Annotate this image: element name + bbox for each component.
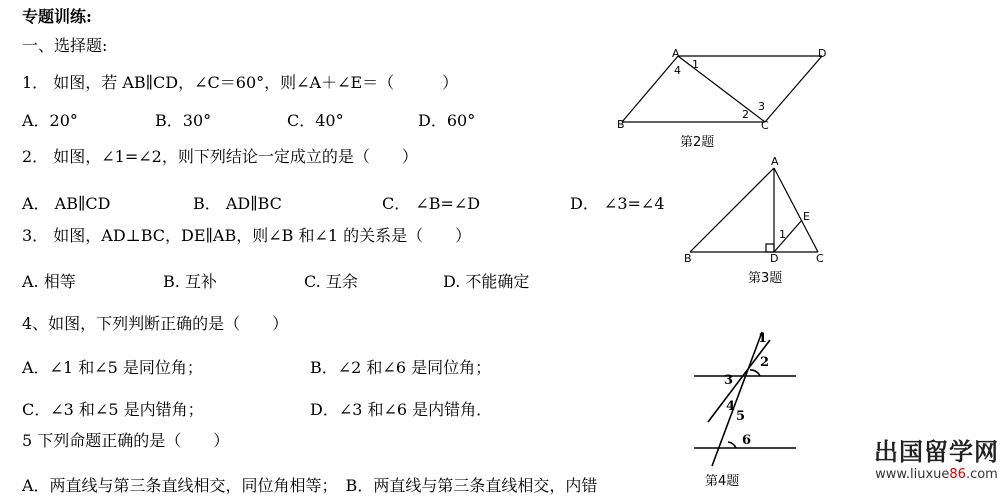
watermark-title: 出国留学网 <box>874 438 999 466</box>
fig2-label-d: D <box>818 47 827 60</box>
q1-option-a: A．20° <box>22 111 78 130</box>
fig3-label-1: 1 <box>779 228 786 241</box>
fig2-label-4: 4 <box>674 64 681 77</box>
q1-option-b: B．30° <box>155 111 212 130</box>
watermark-url-suffix: .com <box>965 467 998 482</box>
question-2-text: 2． 如图，∠1=∠2，则下列结论一定成立的是（ ） <box>22 147 418 166</box>
fig2-label-b: B <box>617 118 625 131</box>
watermark-url-num: 86 <box>949 467 966 482</box>
fig4-label-5: 5 <box>736 409 746 424</box>
fig3-label-e: E <box>803 210 810 223</box>
q2-option-a: A． AB∥CD <box>22 194 111 213</box>
q3-option-b: B. 互补 <box>163 272 217 291</box>
figure-2-caption: 第2题 <box>680 135 715 150</box>
q4-option-b: B．∠2 和∠6 是同位角； <box>310 358 492 377</box>
q2-option-d: D． ∠3=∠4 <box>570 194 665 213</box>
question-3-text: 3． 如图，AD⊥BC，DE∥AB，则∠B 和∠1 的关系是（ ） <box>22 226 472 245</box>
watermark-logo <box>874 432 999 482</box>
q3-option-c: C. 互余 <box>304 272 358 291</box>
fig3-label-a: A <box>771 156 779 168</box>
fig4-label-6: 6 <box>742 433 752 448</box>
q5-option-partial: A．两直线与第三条直线相交，同位角相等； B．两直线与第三条直线相交，内错 <box>22 476 598 495</box>
fig4-label-3: 3 <box>724 373 734 388</box>
fig3-label-c: C <box>816 252 824 264</box>
fig3-label-b: B <box>684 252 692 264</box>
q3-option-a: A. 相等 <box>22 272 76 291</box>
section-heading: 一、选择题: <box>22 36 108 55</box>
question-1-text: 1． 如图，若 AB∥CD，∠C＝60°，则∠A＋∠E＝（ ） <box>22 73 459 92</box>
fig2-label-c: C <box>761 119 769 132</box>
q1-option-c: C．40° <box>287 111 344 130</box>
q2-option-b: B． AD∥BC <box>193 194 282 213</box>
fig2-label-1: 1 <box>692 58 699 71</box>
question-4-text: 4、如图，下列判断正确的是（ ） <box>22 314 289 333</box>
fig2-label-2: 2 <box>742 108 749 121</box>
q4-option-a: A．∠1 和∠5 是同位角； <box>22 358 203 377</box>
q3-option-d: D. 不能确定 <box>443 272 530 291</box>
figure-3-caption: 第3题 <box>748 271 783 286</box>
q4-option-d: D．∠3 和∠6 是内错角． <box>310 400 493 419</box>
fig4-label-4: 4 <box>726 399 736 414</box>
q1-option-d: D．60° <box>418 111 476 130</box>
fig3-label-d: D <box>770 252 779 264</box>
question-5-text: 5 下列命题正确的是（ ） <box>22 431 230 450</box>
figure-2-diagram <box>612 44 832 152</box>
watermark-url <box>874 467 999 482</box>
fig2-label-a: A <box>672 47 680 60</box>
watermark-url-prefix: www.liuxue <box>875 467 950 482</box>
q2-option-c: C． ∠B=∠D <box>382 194 481 213</box>
figure-4-diagram <box>690 328 802 468</box>
q4-option-c: C．∠3 和∠5 是内错角； <box>22 400 204 419</box>
document-title: 专题训练: <box>22 7 92 26</box>
fig4-label-1: 1 <box>758 331 768 346</box>
fig4-label-2: 2 <box>760 355 770 370</box>
figure-4-caption: 第4题 <box>705 474 740 489</box>
fig2-label-3: 3 <box>758 100 765 113</box>
figure-3-diagram <box>682 156 832 264</box>
